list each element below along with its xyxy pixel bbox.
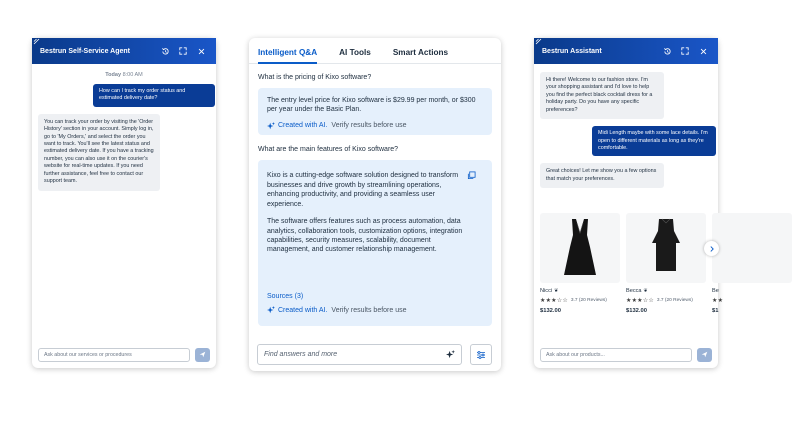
product-price: $132.00 [540,308,561,314]
user-message: Midi Length maybe with some lace details. I'm open to different materials as long as they're comfortable. [592,126,716,156]
chevron-right-icon [709,246,715,252]
tab-intelligent-qa[interactable]: Intelligent Q&A [258,48,317,63]
send-button[interactable] [195,348,210,362]
filter-sliders-icon [476,350,486,360]
carousel-next-button[interactable] [704,241,719,256]
tab-smart-actions[interactable]: Smart Actions [392,48,449,57]
history-icon[interactable] [660,44,674,58]
ai-disclaimer [267,121,483,130]
close-icon[interactable] [696,44,710,58]
close-icon[interactable] [194,44,208,58]
expand-icon[interactable] [678,44,692,58]
search-input[interactable] [257,344,462,365]
date-separator: Today 8:00 AM [105,72,143,78]
question-2: What are the main features of Kixo software? [258,146,399,154]
leaf-icon: ❦ [643,288,648,294]
bot-message: You can track your order by visiting the 'Order History' section in your account. Simply log in, go to 'My Orders,' and select the order you want to track. You'll see the latest status and estimated delivery date. If you have a tracking number, you can also use it on the courier's website for real-time updates. If you need further assistance, feel free to contact our support team. [38,114,160,191]
shopping-assistant-panel [534,38,724,368]
star-rating-icon: ★★★☆☆ [540,298,568,304]
chat-title: Bestrun Self-Service Agent [40,47,130,55]
ai-created-label: Created with AI. [278,306,328,314]
answer-1-text: The entry level price for Kixo software is $29.99 per month, or $300 per year under the Basic Plan. [267,97,476,114]
chat-input[interactable]: Ask about our services or procedures [38,348,190,362]
product-rating: ★★★☆☆ 3.7 (20 Reviews) [626,298,693,304]
chat-input[interactable]: Ask about our products... [540,348,692,362]
bot-message: Hi there! Welcome to our fashion store. I'm your shopping assistant and I'd love to help you find the perfect black cocktail dress for a holiday party. Do you have any specific preferences? [540,72,664,119]
ai-sparkle-icon [267,122,275,130]
chat-input-bar [38,347,210,362]
product-image [540,213,620,283]
search-placeholder: Find answers and more [264,351,338,358]
resize-corner-icon[interactable] [34,39,40,45]
product-card[interactable] [540,213,620,314]
send-button[interactable] [697,348,712,362]
product-name: Becca ❦ [626,288,648,294]
ai-sparkle-icon [267,306,275,314]
product-image [626,213,706,283]
sources-link[interactable]: Sources (3) [267,293,304,301]
product-rating: ★★ [712,298,724,304]
question-1: What is the pricing of Kixo software? [258,74,372,81]
product-name: Nicci ❦ [540,288,559,294]
ai-sparkle-icon [446,350,455,359]
ai-created-label: Created with AI. [278,121,328,129]
chat-header [534,38,718,64]
tab-ai-tools[interactable]: AI Tools [339,48,371,57]
product-card[interactable] [712,213,726,314]
product-image [712,213,792,283]
answer-2 [258,160,492,326]
tab-bar [249,38,501,64]
leaf-icon: ❦ [554,288,559,294]
black-dress-image [626,213,706,283]
intelligent-qa-panel [249,38,501,371]
user-message: How can I track my order status and estimated delivery date? [93,84,215,107]
ai-verify-label: Verify results before use [331,306,407,314]
product-card[interactable] [626,213,706,314]
ai-verify-label: Verify results before use [331,121,407,129]
chat-input-bar [540,347,712,362]
product-carousel [540,213,724,323]
answer-2-para-2: The software offers features such as process automation, data analytics, collaboration tools, customization options, integration capabilities, security measures, scalability, document management, and customer relationship management. [267,218,463,254]
filter-button[interactable] [470,344,492,365]
black-dress-image [540,213,620,283]
message-list [32,64,216,340]
answer-2-para-1: Kixo is a cutting-edge software solution designed to transform businesses and drive growth by streamlining operations, enhancing productivity, and providing a seamless user experience. [267,172,459,208]
send-icon [701,351,708,358]
answer-1 [258,88,492,135]
send-icon [199,351,206,358]
history-icon[interactable] [158,44,172,58]
product-price: $132.00 [626,308,647,314]
expand-icon[interactable] [176,44,190,58]
ai-disclaimer-2 [267,306,407,315]
product-name: Be [712,288,719,294]
chat-header [32,38,216,64]
bot-message: Great choices! Let me show you a few options that match your preferences. [540,163,664,188]
self-service-agent-panel [32,38,216,368]
chat-title: Bestrun Assistant [542,47,602,55]
product-rating: ★★★☆☆ 3.7 (20 Reviews) [540,298,607,304]
copy-icon[interactable] [467,171,476,180]
product-price: $1 [712,308,719,314]
star-rating-icon: ★★★☆☆ [626,298,654,304]
resize-corner-icon[interactable] [536,39,542,45]
